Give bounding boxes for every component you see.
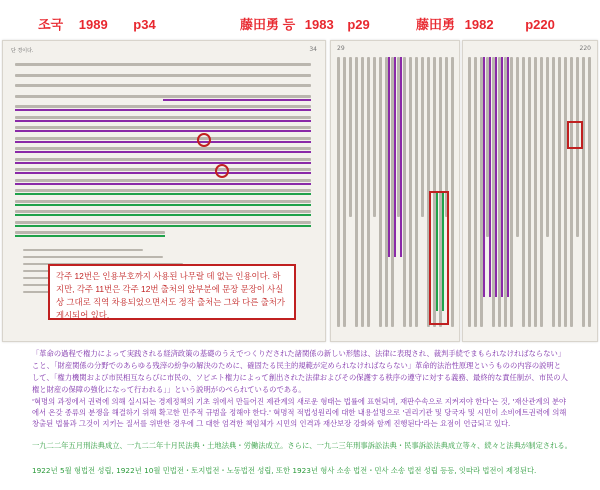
header-left-page: p34 [133,17,156,32]
highlight-underline-green [15,204,311,206]
scan-vertical-line [373,57,376,217]
scan-vertical-line [540,57,543,327]
scan-vertical-line [421,57,424,217]
highlight-underline-purple [15,172,311,174]
scan-text-line [15,63,311,66]
highlight-underline-purple [388,57,390,257]
scan-vertical-line [409,57,412,327]
scan-vertical-line [546,57,549,237]
header-middle-year: 1983 [304,17,334,32]
highlight-underline-green [15,193,311,195]
scan-vertical-line [355,57,358,327]
scan-vertical-line [403,57,406,327]
highlight-underline-purple [15,151,311,153]
scan-text-line [15,210,311,213]
header-middle [240,14,370,33]
highlight-underline-purple [15,120,311,122]
scan-text-line [15,168,311,171]
scan-text-line [15,126,311,129]
scan-text-line [15,231,165,234]
scan-vertical-line [379,57,382,327]
scan-text-line [15,95,311,98]
scan-middle-page-number: 29 [337,45,345,52]
scan-vertical-line [361,57,364,327]
scan-text-line [15,137,311,140]
scan-vertical-line [588,57,591,327]
scan-footnote-line [23,256,163,258]
korean-paragraph: '혁명의 과정에서 권력에 의해 실시되는 경제정책의 기초 위에서 만들어진 제관계의 새로운 형태는 법률에 표현되며, 재판수속으로 지켜져야 한다'는 것, '재산관계의 분야에서 온갖 종류의 분쟁을 해결하기 위해 확고한 민주적 규범을 정해야 한다.' 혁명적 적법성원리에 대한 내용설명으로 '권리기관 및 당국자 및 시민이 소비에트권력에 의해 창출된 법률과 그것이 지키는 질서를 위반한 경우에 그 대한 엄격한 책임체가 시민의 인격과 재산보장 강화와 함께 진행된다'라는 요점이 언급되고 있다. [32,397,567,428]
scan-text-line [15,221,311,224]
scan-vertical-line [582,57,585,327]
highlight-underline-purple [15,130,311,132]
scan-vertical-line [337,57,340,327]
highlight-underline-green [15,225,311,227]
highlight-underline-purple [163,99,311,101]
scan-vertical-line [367,57,370,327]
scan-text-line [15,200,311,203]
highlight-box-red [429,191,449,325]
scan-right-page-number: 220 [579,45,591,52]
highlight-underline-purple [394,57,396,257]
scan-vertical-line [349,57,352,217]
scan-right-page [462,40,598,342]
highlight-underline-purple [15,109,311,111]
japanese-paragraph: 「革命の過程で権力によって実践される経済政策の基礎のうえでつくりだされた諸関係の新しい形態は、法律に表現され、裁判手続でまもられなければならない」こと、「財産関係の分野でのあらゆる残滓の紛争の解決のために、確固たる民主的規範が定められなければならない」革命的法治性原理というものの内容の説明として、「権力機関および市民相互ならびに市民の、ソビエト権力によって創出された法律およびその保護する秩序の遵守に対する義務、最終的な責任制が、市民の人権と財産の保障の強化になって行われる」」という説明がのべられているのである。 [32,349,568,394]
scan-vertical-line [343,57,346,327]
header-middle-page: p29 [347,17,370,32]
scan-vertical-line [451,57,454,327]
highlight-underline-purple [495,57,497,297]
scan-vertical-line [510,57,513,327]
highlight-underline-purple [15,183,311,185]
scan-vertical-line [522,57,525,327]
highlight-underline-green [15,235,165,237]
highlight-underline-purple [15,162,311,164]
scan-vertical-line [558,57,561,327]
scan-vertical-line [564,57,567,327]
scan-vertical-line [552,57,555,327]
highlight-underline-purple [400,57,402,257]
scan-vertical-line [516,57,519,237]
highlight-underline-purple [15,141,311,143]
header-right-page: p220 [525,17,555,32]
highlight-underline-purple [483,57,485,297]
highlight-underline-purple [501,57,503,297]
green-japanese-line: 一九二二年五月刑法典成立、一九二二年十月民法典・土地法典・労働法成立。さらに、一九二三年刑事訴訟法典・民事訴訟法典成立等々、続々と法典が制定される。 [32,441,572,450]
header-left-author: 조국 [38,17,64,32]
scan-vertical-line [534,57,537,327]
header-left-year: 1989 [78,17,108,32]
highlight-box-red [567,121,583,149]
header-middle-author: 藤田勇 등 [240,17,296,32]
green-korean-line: 1922년 5월 형법전 성립, 1922년 10월 민법전・토지법전・노동법전 성립, 또한 1923년 형사 소송 법전・민사 소송 법전 성립 등등, 잇따라 법전이 제정된다. [32,466,537,475]
scan-text-line [15,147,311,150]
scan-vertical-line [570,57,573,327]
scan-left-page-number: 34 [309,46,317,53]
scan-text-line [15,105,311,108]
scan-vertical-line [468,57,471,327]
header-right [416,14,555,33]
highlight-underline-green [15,214,311,216]
scan-text-line [15,189,311,192]
highlight-underline-purple [489,57,491,297]
header-right-author: 藤田勇 [416,17,456,32]
footnote-mark-circle [215,164,229,178]
scan-left-header: 단 경이다. [11,48,34,54]
scan-text-line [15,179,311,182]
citation-callout: 각주 12번은 인용부호까지 사용된 나무랄 데 없는 인용이다. 하지만, 각주 11번은 각주 12번 출처의 앞부분에 문장 문장이 사실상 그대로 직역 차용되었으면서도 정작 출처는 그와 다른 출처가 게시되어 있다. [48,264,296,320]
scan-text-line [15,116,311,119]
header-left [38,14,156,33]
scan-middle-page [330,40,460,342]
highlight-underline-purple [507,57,509,297]
scan-footnote-line [23,249,143,251]
header-right-year: 1982 [464,17,494,32]
footnote-mark-circle [197,133,211,147]
scan-text-line [15,84,311,87]
scan-vertical-line [415,57,418,327]
scan-vertical-line [474,57,477,327]
scan-text-line [15,158,311,161]
scan-text-line [15,74,311,77]
scan-vertical-line [528,57,531,327]
